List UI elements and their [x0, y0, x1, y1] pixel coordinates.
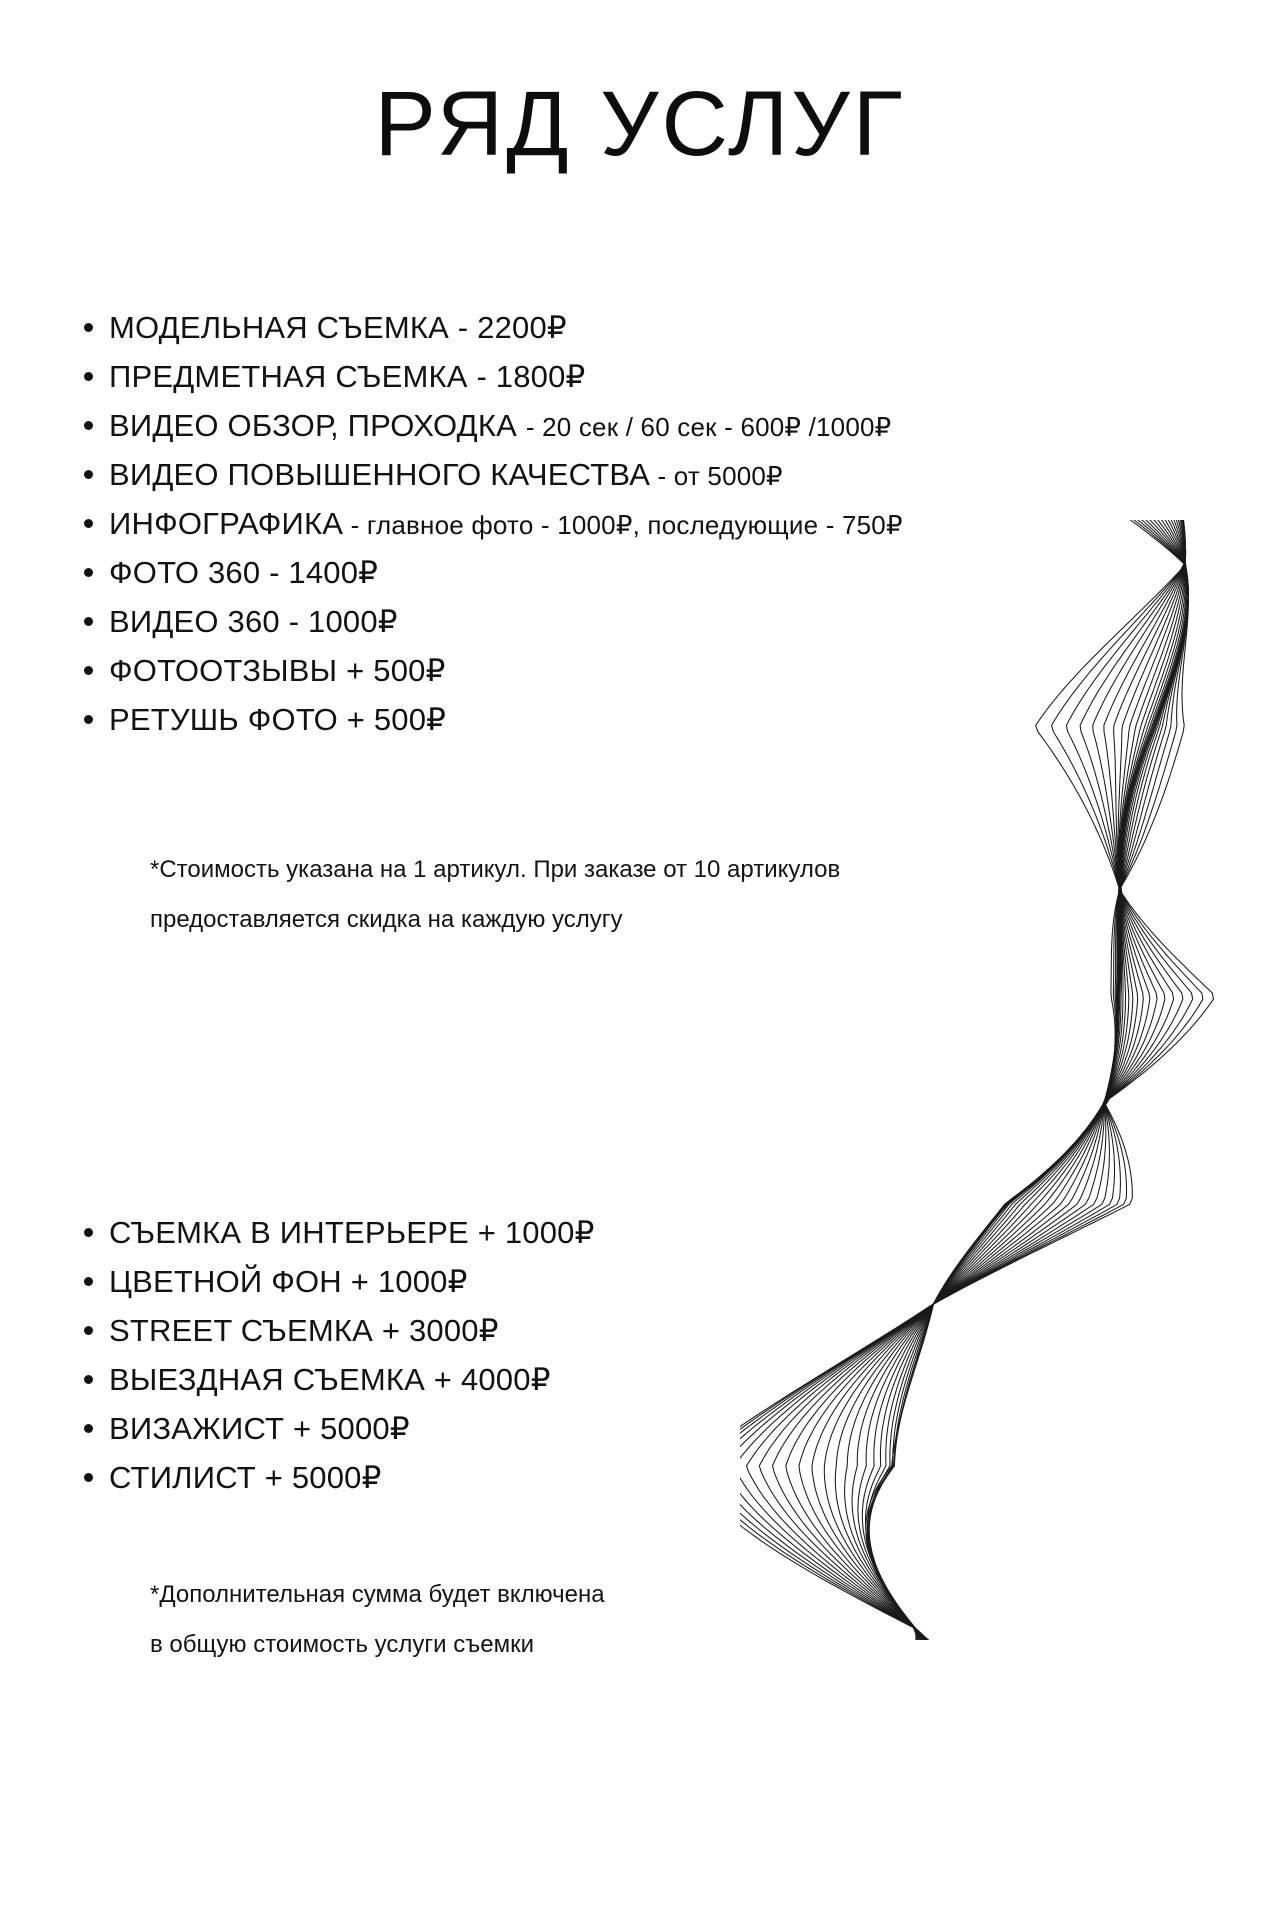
list-item — [84, 310, 1234, 346]
bullet-dot-icon — [84, 421, 93, 430]
list-item — [84, 1362, 1234, 1398]
secondary-services-list — [84, 1215, 1234, 1509]
service-label — [109, 506, 903, 542]
service-label: ФОТООТЗЫВЫ + 500₽ — [109, 653, 446, 688]
service-label: МОДЕЛЬНАЯ СЪЕМКА - 2200₽ — [109, 310, 567, 345]
service-label: ВИДЕО 360 - 1000₽ — [109, 604, 398, 639]
service-label-main: ИНФОГРАФИКА — [109, 506, 344, 541]
list-item — [84, 604, 1234, 640]
bullet-dot-icon — [84, 323, 93, 332]
service-label-detail: - главное фото - 1000₽, последующие - 750₽ — [343, 510, 903, 540]
bullet-dot-icon — [84, 470, 93, 479]
bullet-dot-icon — [84, 1228, 93, 1237]
service-label: ВИЗАЖИСТ + 5000₽ — [109, 1411, 410, 1446]
service-label: ВЫЕЗДНАЯ СЪЕМКА + 4000₽ — [109, 1362, 551, 1397]
list-item — [84, 457, 1234, 493]
primary-footnote — [150, 845, 840, 946]
list-item — [84, 555, 1234, 591]
bullet-dot-icon — [84, 1473, 93, 1482]
page-title: РЯД УСЛУГ — [374, 73, 906, 175]
bullet-dot-icon — [84, 715, 93, 724]
list-item — [84, 408, 1234, 444]
service-label: ЦВЕТНОЙ ФОН + 1000₽ — [109, 1264, 468, 1299]
bullet-dot-icon — [84, 666, 93, 675]
list-item — [84, 506, 1234, 542]
bullet-dot-icon — [84, 1424, 93, 1433]
service-label: СЪЕМКА В ИНТЕРЬЕРЕ + 1000₽ — [109, 1215, 595, 1250]
footnote-line: *Дополнительная сумма будет включена — [150, 1581, 605, 1608]
list-item — [84, 1411, 1234, 1447]
bullet-dot-icon — [84, 1326, 93, 1335]
bullet-dot-icon — [84, 519, 93, 528]
bullet-dot-icon — [84, 617, 93, 626]
bullet-dot-icon — [84, 1375, 93, 1384]
service-label-detail: - от 5000₽ — [650, 461, 783, 491]
list-item — [84, 702, 1234, 738]
footnote-line: *Стоимость указана на 1 артикул. При заказе от 10 артикулов — [150, 856, 841, 883]
bullet-dot-icon — [84, 568, 93, 577]
service-label: РЕТУШЬ ФОТО + 500₽ — [109, 702, 447, 737]
list-item — [84, 359, 1234, 395]
service-label: STREET СЪЕМКА + 3000₽ — [109, 1313, 499, 1348]
bullet-dot-icon — [84, 1277, 93, 1286]
list-item — [84, 1215, 1234, 1251]
secondary-footnote — [150, 1570, 605, 1671]
service-label: ФОТО 360 - 1400₽ — [109, 555, 379, 590]
footnote-line: в общую стоимость услуги съемки — [150, 1631, 534, 1659]
footnote-line: предоставляется скидка на каждую услугу — [150, 906, 623, 934]
service-label-main: ВИДЕО ПОВЫШЕННОГО КАЧЕСТВА — [109, 457, 651, 492]
primary-services-list — [84, 310, 1234, 751]
list-item — [84, 1460, 1234, 1496]
service-label — [109, 457, 783, 493]
service-label: ПРЕДМЕТНАЯ СЪЕМКА - 1800₽ — [109, 359, 586, 394]
list-item — [84, 653, 1234, 689]
service-label — [109, 408, 891, 444]
service-label: СТИЛИСТ + 5000₽ — [109, 1460, 382, 1495]
service-label-main: ВИДЕО ОБЗОР, ПРОХОДКА — [109, 408, 526, 443]
bullet-dot-icon — [84, 372, 93, 381]
service-label-detail: - 20 сек / 60 сек - 600₽ /1000₽ — [525, 412, 892, 442]
list-item — [84, 1313, 1234, 1349]
list-item — [84, 1264, 1234, 1300]
